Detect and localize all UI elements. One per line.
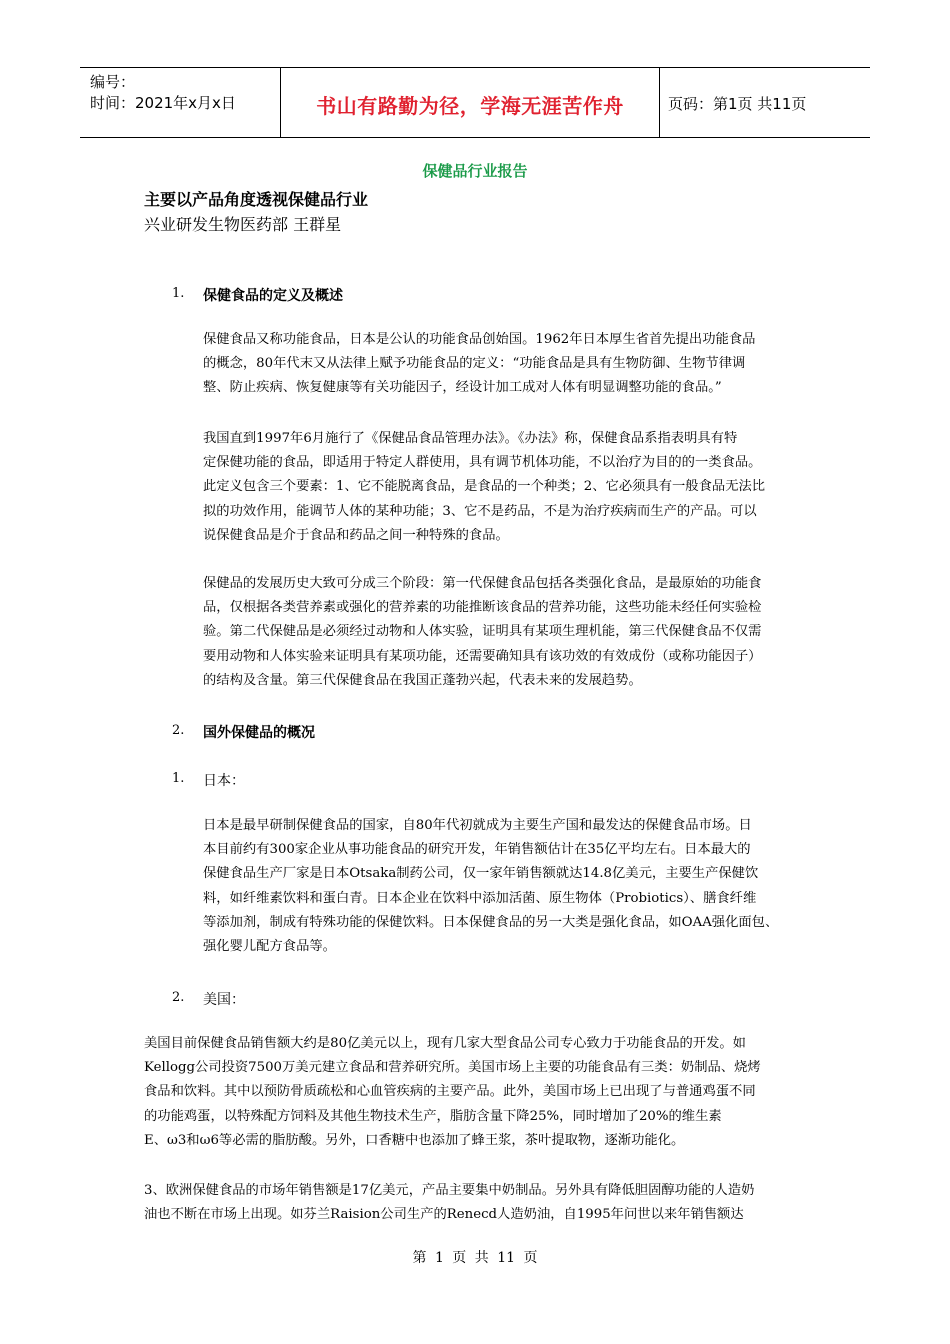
header-motto: 书山有路勤为径，学海无涯苦作舟	[316, 94, 624, 118]
header-divider	[659, 68, 660, 137]
text-line: 美国目前保健食品销售额大约是80亿美元以上，现有几家大型食品公司专心致力于功能食品的开发。如	[144, 1036, 746, 1051]
subsection-label: 美国：	[203, 992, 245, 1008]
header-meta	[90, 72, 236, 114]
paragraph	[203, 814, 778, 959]
paragraph	[203, 572, 761, 693]
text-line: 料，如纤维素饮料和蛋白青。日本企业在饮料中添加活菌、原生物体（Probiotics）、膳食纤维	[203, 890, 757, 906]
header-time-label: 时间：2021年x月x日	[90, 94, 236, 112]
document-author: 兴业研发生物医药部 王群星	[144, 215, 342, 234]
subsection-number: 1.	[172, 771, 185, 786]
paragraph	[203, 328, 755, 401]
text-line: 日本是最早研制保健食品的国家，自80年代初就成为主要生产国和最发达的保健食品市场。日	[203, 818, 752, 833]
text-line: 定保健功能的食品，即适用于特定人群使用，具有调节机体功能，不以治疗为目的的一类食品。	[203, 455, 762, 471]
text-line: E、ω3和ω6等必需的脂肪酸。另外，口香糖中也添加了蜂王浆，茶叶提取物，逐渐功能化。	[144, 1132, 685, 1148]
text-line: Kellogg公司投资7500万美元建立食品和营养研究所。美国市场上主要的功能食品有三类：奶制品、烧烤	[144, 1060, 761, 1076]
subsection-label: 日本：	[203, 773, 245, 789]
page-footer: 第 1 页 共 11 页	[412, 1250, 538, 1266]
subsection-number: 2.	[172, 990, 185, 1005]
text-line: 要用动物和人体实验来证明具有某项功能，还需要确知具有该功效的有效成份（或称功能因子）	[203, 648, 762, 664]
header-number-label: 编号：	[90, 73, 136, 91]
page-header	[80, 67, 870, 138]
text-line: 验。第二代保健品是必须经过动物和人体实验，证明具有某项生理机能，第三代保健食品不仅需	[203, 624, 762, 640]
text-line: 保健食品生产厂家是日本Otsaka制药公司，仅一家年销售额就达14.8亿美元，主要生产保健饮	[203, 866, 759, 882]
text-line: 拟的功效作用，能调节人体的某种功能；3、它不是药品，不是为治疗疾病而生产的产品。可以	[203, 503, 757, 519]
text-line: 的结构及含量。第三代保健食品在我国正蓬勃兴起，代表未来的发展趋势。	[203, 672, 642, 688]
text-line: 强化婴儿配方食品等。	[203, 939, 336, 955]
text-line: 说保健食品是介于食品和药品之间一种特殊的食品。	[203, 527, 509, 543]
paragraph	[144, 1032, 761, 1153]
text-line: 品，仅根据各类营养素或强化的营养素的功能推断该食品的营养功能，这些功能未经任何实验检	[203, 600, 762, 616]
section-heading: 保健食品的定义及概述	[203, 288, 343, 304]
text-line: 3、欧洲保健食品的市场年销售额是17亿美元，产品主要集中奶制品。另外具有降低胆固醇功能的人造奶	[144, 1183, 755, 1198]
section-heading: 国外保健品的概况	[203, 725, 315, 741]
text-line: 保健食品又称功能食品，日本是公认的功能食品创始国。1962年日本厚生省首先提出功能食品	[203, 332, 756, 347]
text-line: 保健品的发展历史大致可分成三个阶段：第一代保健食品包括各类强化食品，是最原始的功能食	[203, 576, 762, 591]
text-line: 油也不断在市场上出现。如芬兰Raision公司生产的Renecd人造奶油，自1995年问世以来年销售额达	[144, 1207, 744, 1223]
text-line: 的概念，80年代末又从法律上赋予功能食品的定义：“功能食品是具有生物防御、生物节律调	[203, 356, 746, 372]
text-line: 食品和饮料。其中以预防骨质疏松和心血管疾病的主要产品。此外，美国市场上已出现了与普通鸡蛋不同	[144, 1084, 756, 1100]
document-title: 保健品行业报告	[422, 162, 528, 180]
document-subtitle: 主要以产品角度透视保健品行业	[144, 190, 369, 209]
section-number: 2.	[172, 723, 185, 738]
text-line: 的功能鸡蛋，以特殊配方饲料及其他生物技术生产，脂肪含量下降25%，同时增加了20%的维生素	[144, 1108, 722, 1124]
text-line: 本目前约有300家企业从事功能食品的研究开发，年销售额估计在35亿平均左右。日本最大的	[203, 842, 751, 858]
text-line: 等添加剂，制成有特殊功能的保健饮料。日本保健食品的另一大类是强化食品，如OAA强化面包、	[203, 914, 779, 930]
paragraph	[203, 427, 765, 548]
text-line: 整、防止疾病、恢复健康等有关功能因子，经设计加工成对人体有明显调整功能的食品。”	[203, 380, 722, 396]
text-line: 此定义包含三个要素：1、它不能脱离食品，是食品的一个种类；2、它必须具有一般食品无法比	[203, 479, 766, 495]
section-number: 1.	[172, 286, 185, 301]
header-page-info: 页码：第1页 共11页	[668, 95, 807, 113]
text-line: 我国直到1997年6月施行了《保健品食品管理办法》。《办法》称，保健食品系指表明具有特	[203, 431, 738, 446]
paragraph	[144, 1179, 754, 1227]
